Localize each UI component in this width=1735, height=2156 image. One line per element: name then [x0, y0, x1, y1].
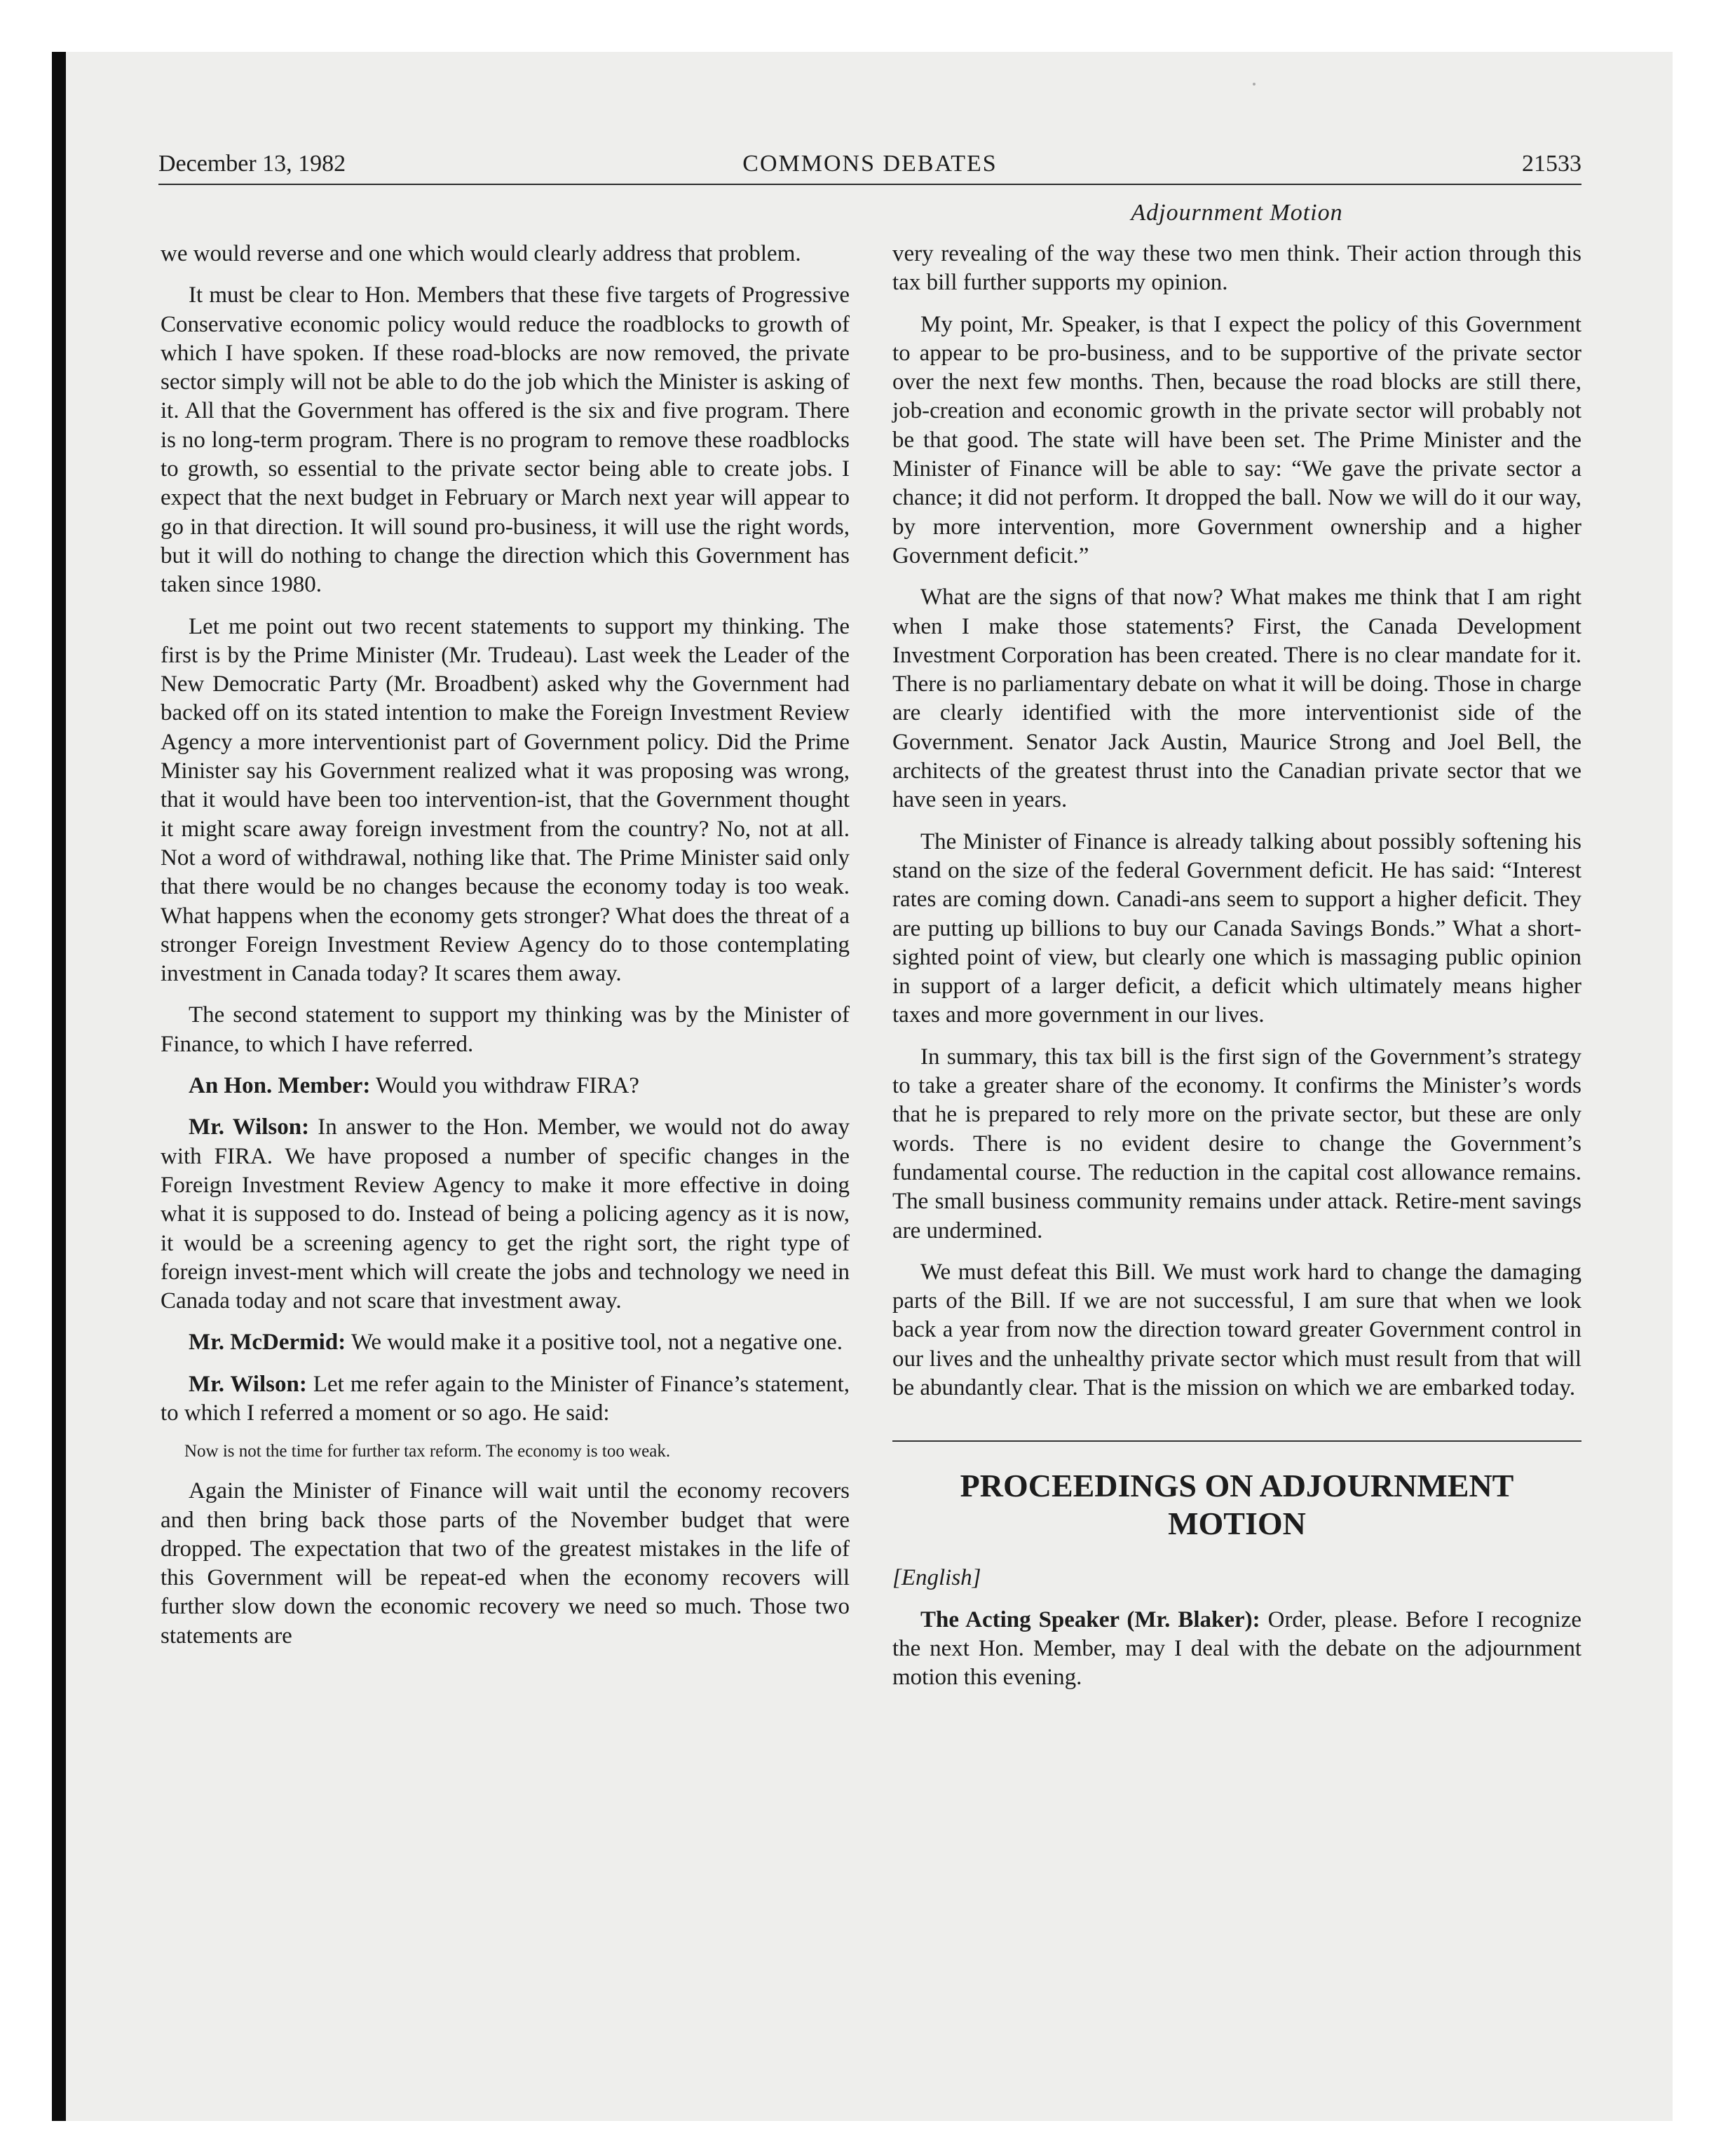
header-title: COMMONS DEBATES: [742, 151, 998, 177]
paragraph: What are the signs of that now? What makes me think that I am right when I make those statements? First, the Canada Development Investment Corporation has been created. There is no clear mandate for it. There is no parliamentary debate on what it will be doing. Those in charge are clearly identified with the more interventionist side of the Government. Senator Jack Austin, Maurice Strong and Joel Bell, the architects of the greatest thrust into the Canadian private sector that we have seen in years.: [892, 585, 1581, 813]
right-column: [892, 240, 1581, 1705]
paragraph: My point, Mr. Speaker, is that I expect the policy of this Government to appear to be pro-business, and to be supportive of the private sector over the next few months. Then, because the road blocks are still there, job-creation and economic growth in the private sector will probably not be that good. The state will have been set. The Prime Minister and the Minister of Finance will be able to say: “We gave the private sector a chance; it did not perform. It dropped the ball. Now we will do it our way, by more intervention, more Government ownership and a higher Government deficit.”: [892, 311, 1581, 568]
page-header: [158, 149, 1581, 185]
speech-text: Let me refer again to the Minister of Finance’s statement, to which I referred a moment or so ago. He said:: [161, 1371, 850, 1426]
speech-text: Order, please. Before I recognize the next Hon. Member, may I deal with the debate on the adjournment motion this evening.: [892, 1606, 1581, 1691]
paragraph: Again the Minister of Finance will wait until the economy recovers and then bring back those parts of the November budget that were dropped. The expectation that two of the greatest mistakes in the life of this Government will be repeat-ed when the economy recovers will further slow down the economic recovery we need so much. Those two statements are: [161, 1478, 850, 1649]
speech-text: Would you withdraw FIRA?: [370, 1073, 639, 1099]
paragraph: The second statement to support my thinking was by the Minister of Finance, to which I have referred.: [161, 1002, 850, 1057]
running-head: Adjournment Motion: [1131, 200, 1343, 226]
speech: [892, 1606, 1581, 1693]
paragraph: Let me point out two recent statements to support my thinking. The first is by the Prime Minister (Mr. Trudeau). Last week the Leader of the New Democratic Party (Mr. Broadbent) asked why the Government had backed off on its stated intention to make the Foreign Investment Review Agency a more interventionist part of Government policy. Did the Prime Minister say his Government realized what it was proposing was wrong, that it would have been too intervention-ist, that the Government thought it might scare away foreign investment from the country? No, not at all. Not a word of withdrawal, nothing like that. The Prime Minister said only that there would be no changes because the economy today is too weak. What happens when the economy gets stronger? What does the threat of a stronger Foreign Investment Review Agency do to those contemplating investment in Canada today? It scares them away.: [161, 613, 850, 987]
paragraph: In summary, this tax bill is the first sign of the Government’s strategy to take a greater share of the economy. It confirms the Minister’s words that he is prepared to rely more on the private sector, but these are only words. There is no evident desire to change the Government’s fundamental course. The reduction in the capital cost allowance remains. The small business community remains under attack. Retire-ment savings are undermined.: [892, 1044, 1581, 1243]
paragraph: very revealing of the way these two men think. Their action through this tax bill further supports my opinion.: [892, 241, 1581, 296]
speech: [161, 1072, 850, 1100]
paragraph: It must be clear to Hon. Members that these five targets of Progressive Conservative economic policy would reduce the roadblocks to growth of which I have spoken. If these road-blocks are now removed, the private sector simply will not be able to do the job which the Minister is asking of it. All that the Government has offered is the six and five program. There is no long-term program. There is no program to remove these roadblocks to growth, so essential to the private sector being able to create jobs. I expect that the next budget in February or March next year will appear to go in that direction. It will sound pro-business, it will use the right words, but it will do nothing to change the direction which this Government has taken since 1980.: [161, 282, 850, 598]
left-column: [161, 240, 850, 1663]
paragraph: The Minister of Finance is already talking about possibly softening his stand on the size of the federal Government deficit. He has said: “Interest rates are coming down. Canadi-ans seem to support a higher deficit. They are putting up billions to buy our Canada Savings Bonds.” What a short-sighted point of view, but clearly one which is massaging public opinion in support of a larger deficit, a deficit which ultimately means higher taxes and more government in our lives.: [892, 828, 1581, 1028]
speech: [161, 1113, 850, 1316]
section-divider: [892, 1440, 1581, 1442]
scan-speck: [1253, 83, 1256, 86]
speech: [161, 1328, 850, 1357]
header-page-number: 21533: [1522, 151, 1581, 177]
language-tag: [English]: [892, 1565, 981, 1591]
section-title: PROCEEDINGS ON ADJOURNMENT MOTION: [960, 1468, 1514, 1542]
speaker-name: An Hon. Member:: [189, 1073, 371, 1099]
block-quote: Now is not the time for further tax reform. The economy is too weak.: [184, 1442, 671, 1461]
header-date: December 13, 1982: [158, 151, 346, 177]
speaker-name: Mr. Wilson:: [189, 1114, 310, 1140]
speaker-name: Mr. McDermid:: [189, 1330, 346, 1356]
speaker-name: Mr. Wilson:: [189, 1371, 307, 1397]
speech-text: In answer to the Hon. Member, we would not do away with FIRA. We have proposed a number of specific changes in the Foreign Investment Review Agency to make it more effective in doing what it is supposed to do. Instead of being a policing agency as it is now, it would be a screening agency to get the right sort, the right type of foreign invest-ment which will create the jobs and technology we need in Canada today and not scare that investment away.: [161, 1114, 850, 1314]
speech: [161, 1370, 850, 1428]
speech-text: We would make it a positive tool, not a negative one.: [346, 1330, 843, 1356]
paragraph: we would reverse and one which would clearly address that problem.: [161, 241, 801, 266]
paragraph: We must defeat this Bill. We must work hard to change the damaging parts of the Bill. If we are not successful, I am sure that when we look back a year from now the direction toward greater Government control in our lives and the unhealthy private sector which must result from that will be abundantly clear. That is the mission on which we are embarked today.: [892, 1259, 1581, 1400]
speaker-name: The Acting Speaker (Mr. Blaker):: [920, 1606, 1260, 1632]
